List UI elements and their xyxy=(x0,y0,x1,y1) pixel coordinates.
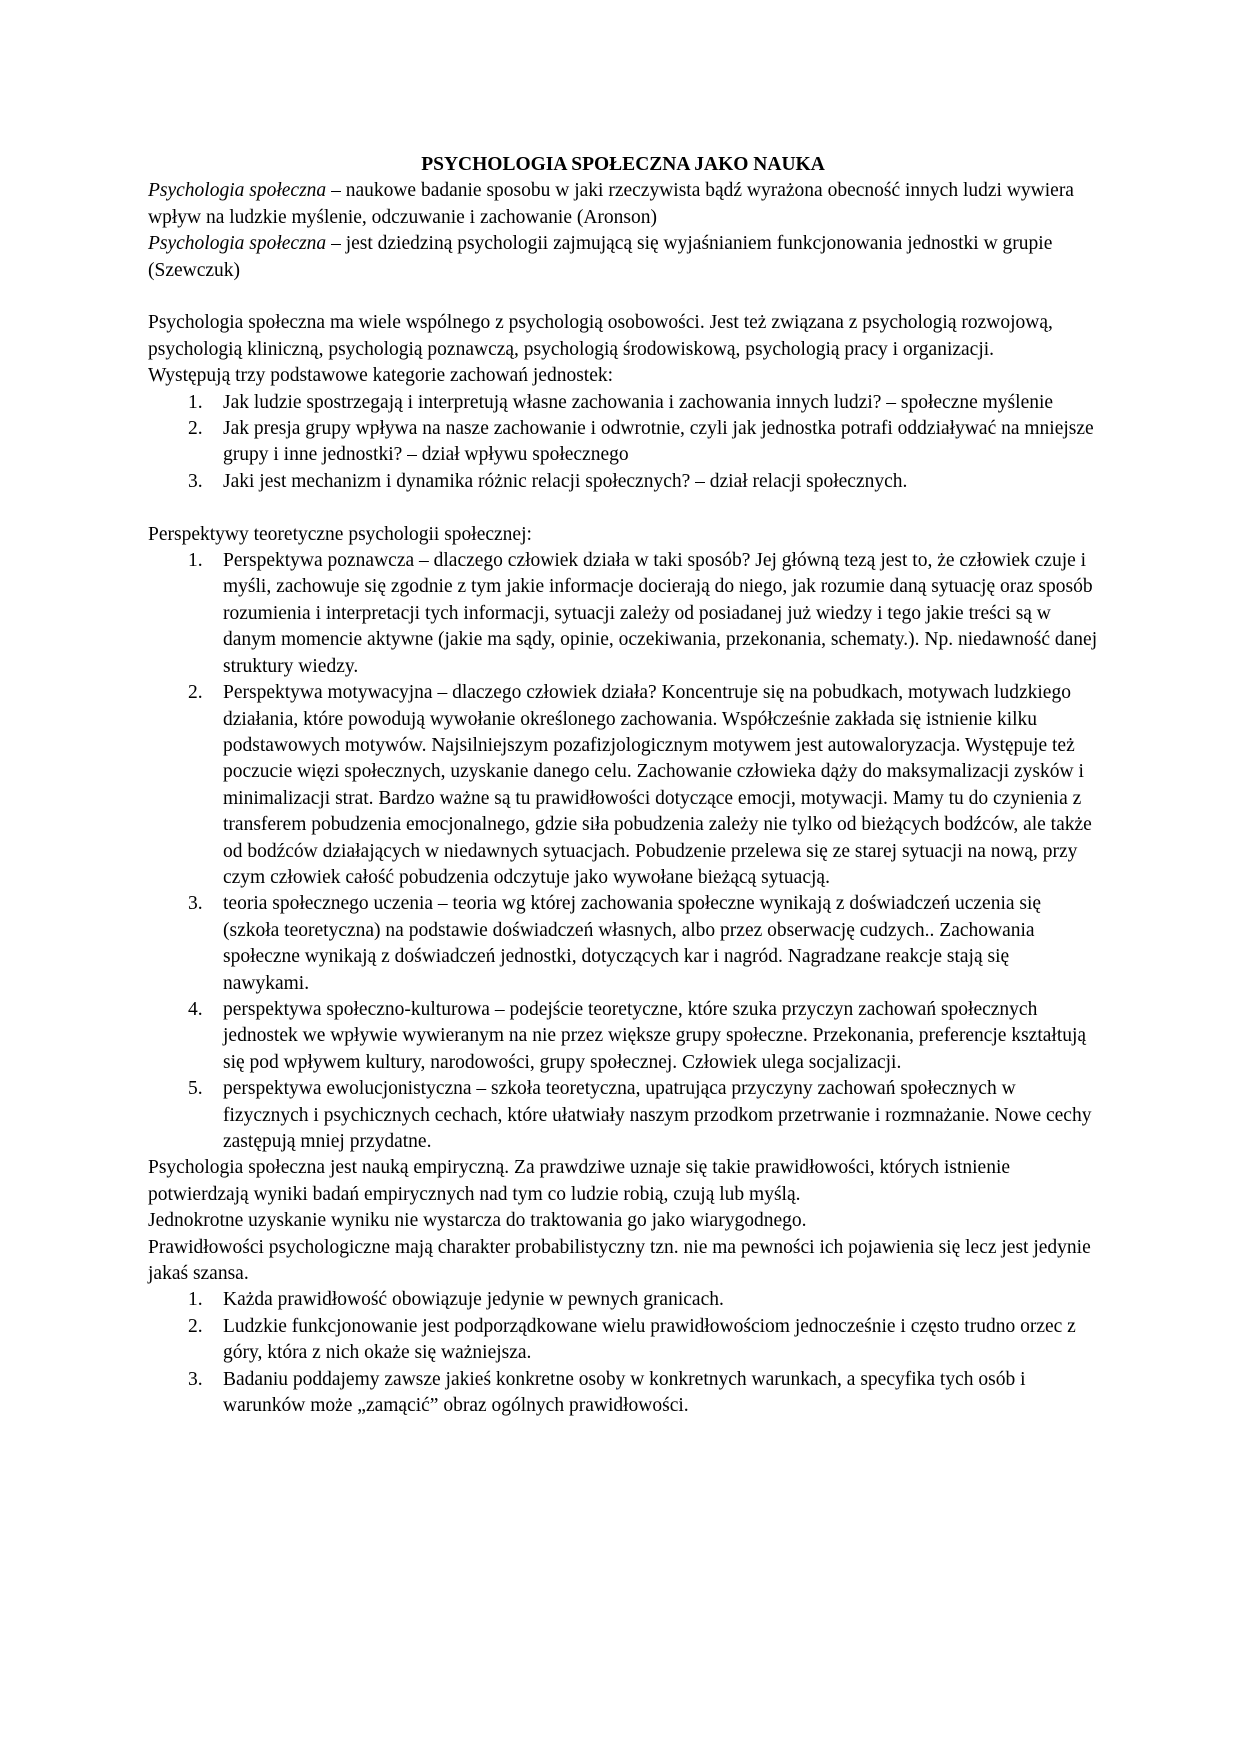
list-item-number: 3. xyxy=(188,470,203,492)
list-theoretical-perspectives xyxy=(148,548,1098,1155)
list-item-number: 4. xyxy=(188,998,203,1020)
list-item-text: teoria społecznego uczenia – teoria wg której zachowania społeczne wynikają z doświadczeń uczenia się (szkoła teoretyczna) na podstawie doświadczeń własnych, albo przez obserwację cudzych.. Zachowania społeczne wynikają z doświadczeń jednostki, dotyczących kar i nagród. Nagradzane reakcje stają się nawykami. xyxy=(223,893,1042,994)
paragraph-probabilistic: Prawidłowości psychologiczne mają charakter probabilistyczny tzn. nie ma pewności ich pojawienia się lecz jest jedynie jakaś szansa. xyxy=(148,1236,1091,1285)
list-item-number: 1. xyxy=(188,550,203,572)
blank-line xyxy=(148,284,1098,310)
list-item-number: 3. xyxy=(188,1368,203,1390)
list-item-text: perspektywa społeczno-kulturowa – podejście teoretyczne, które szuka przyczyn zachowań społecznych jednostek we wpływie wywieranym na nie przez większe grupy społeczne. Przekonania, preferencje kształtują się pod wpływem kultury, narodowości, grupy społecznej. Człowiek ulega socjalizacji. xyxy=(223,998,1087,1073)
definition-text: – naukowe badanie sposobu w jaki rzeczywista bądź wyrażona obecność innych ludzi wywiera wpływ na ludzkie myślenie, odczuwanie i zachowanie (Aronson) xyxy=(148,180,1074,228)
list-item xyxy=(148,1287,1098,1313)
list-item xyxy=(148,1314,1098,1367)
list-item-number: 2. xyxy=(188,682,203,704)
list-item-number: 2. xyxy=(188,418,203,440)
list-item-number: 1. xyxy=(188,391,203,413)
list-regularities xyxy=(148,1287,1098,1419)
list-item-text: Każda prawidłowość obowiązuje jedynie w pewnych granicach. xyxy=(223,1289,724,1311)
definition-term: Psychologia społeczna xyxy=(148,180,327,202)
definition-szewczuk xyxy=(148,231,1098,284)
list-item-text: Perspektywa poznawcza – dlaczego człowiek działa w taki sposób? Jej główną tezą jest to, że człowiek czuje i myśli, zachowuje się zgodnie z tym jakie informacje docierają do niego, jak rozumie daną sytuację oraz sposób rozumienia i interpretacji tych informacji, sytuacji zależy od posiadanej już wiedzy i tego jakie treści są w danym momencie aktywne (jakie ma sądy, opinie, oczekiwania, przekonania, schematy.). Np. niedawność danej struktury wiedzy. xyxy=(223,550,1098,677)
list-item-text: Perspektywa motywacyjna – dlaczego człowiek działa? Koncentruje się na pobudkach, motywach ludzkiego działania, które powodują wywołanie określonego zachowania. Współcześnie zakłada się istnienie kilku podstawowych motywów. Najsilniejszym pozafizjologicznym motywem jest autowaloryzacja. Występuje też poczucie więzi społecznych, uzyskanie danego celu. Zachowanie człowieka dąży do maksymalizacji zysków i minimalizacji strat. Bardzo ważne są tu prawidłowości dotyczące emocji, motywacji. Mamy tu do czynienia z transferem pobudzenia emocjonalnego, gdzie siła pobudzenia zależy nie tylko od bieżących bodźców, ale także od bodźców działających w niedawnych sytuacjach. Pobudzenie przelewa się ze starej sytuacji na nową, przy czym człowiek całość pobudzenia odczytuje jako wywołane bieżącą sytuacją. xyxy=(223,682,1092,888)
paragraph-single-result: Jednokrotne uzyskanie wyniku nie wystarcza do traktowania go jako wiarygodnego. xyxy=(148,1210,807,1232)
blank-line xyxy=(148,495,1098,521)
list-item xyxy=(148,997,1098,1076)
document-title: PSYCHOLOGIA SPOŁECZNA JAKO NAUKA xyxy=(421,154,825,175)
list-item-text: Badaniu poddajemy zawsze jakieś konkretne osoby w konkretnych warunkach, a specyfika tych osób i warunków może „zamącić” obraz ogólnych prawidłowości. xyxy=(223,1368,1026,1417)
list-item xyxy=(148,548,1098,680)
document-page xyxy=(148,152,1098,1419)
definition-aronson xyxy=(148,178,1098,231)
paragraph-empirical-science: Psychologia społeczna jest nauką empiryczną. Za prawdziwe uznaje się takie prawidłowości, których istnienie potwierdzają wyniki badań empirycznych nad tym co ludzie robią, czują lub myślą. xyxy=(148,1157,1011,1205)
list-item-number: 1. xyxy=(188,1289,203,1311)
list-item xyxy=(148,1076,1098,1155)
list-item-text: Jaki jest mechanizm i dynamika różnic relacji społecznych? – dział relacji społecznych. xyxy=(223,470,908,492)
list-item xyxy=(148,891,1098,997)
list-item xyxy=(148,680,1098,891)
list-item-text: Jak ludzie spostrzegają i interpretują własne zachowania i zachowania innych ludzi? – społeczne myślenie xyxy=(223,391,1054,413)
list-item-text: perspektywa ewolucjonistyczna – szkoła teoretyczna, upatrująca przyczyny zachowań społecznych w fizycznych i psychicznych cechach, które ułatwiały naszym przodkom przetrwanie i rozmnażanie. Nowe cechy zastępują mniej przydatne. xyxy=(223,1078,1092,1152)
list-item xyxy=(148,416,1098,469)
list-item xyxy=(148,1367,1098,1420)
list-item-number: 3. xyxy=(188,893,203,915)
paragraph-perspectives-intro: Perspektywy teoretyczne psychologii społecznej: xyxy=(148,523,532,545)
list-item-text: Jak presja grupy wpływa na nasze zachowanie i odwrotnie, czyli jak jednostka potrafi oddziaływać na mniejsze grupy i inne jednostki? – dział wpływu społecznego xyxy=(223,418,1094,466)
list-behavior-categories xyxy=(148,390,1098,496)
list-item-number: 5. xyxy=(188,1078,203,1100)
list-item-text: Ludzkie funkcjonowanie jest podporządkowane wielu prawidłowościom jednocześnie i często trudno orzec z góry, która z nich okaże się ważniejsza. xyxy=(223,1315,1076,1364)
list-item xyxy=(148,390,1098,416)
definition-text: – jest dziedziną psychologii zajmującą się wyjaśnianiem funkcjonowania jednostki w grupie (Szewczuk) xyxy=(148,233,1053,281)
list-item-number: 2. xyxy=(188,1315,203,1337)
paragraph-related-fields: Psychologia społeczna ma wiele wspólnego z psychologią osobowości. Jest też związana z psychologią rozwojową, psychologią kliniczną, psychologią poznawczą, psychologią środowiskową, psychologią pracy i organizacji. xyxy=(148,312,1053,360)
paragraph-categories-intro: Występują trzy podstawowe kategorie zachowań jednostek: xyxy=(148,365,614,387)
list-item xyxy=(148,469,1098,495)
definition-term: Psychologia społeczna xyxy=(148,233,327,255)
